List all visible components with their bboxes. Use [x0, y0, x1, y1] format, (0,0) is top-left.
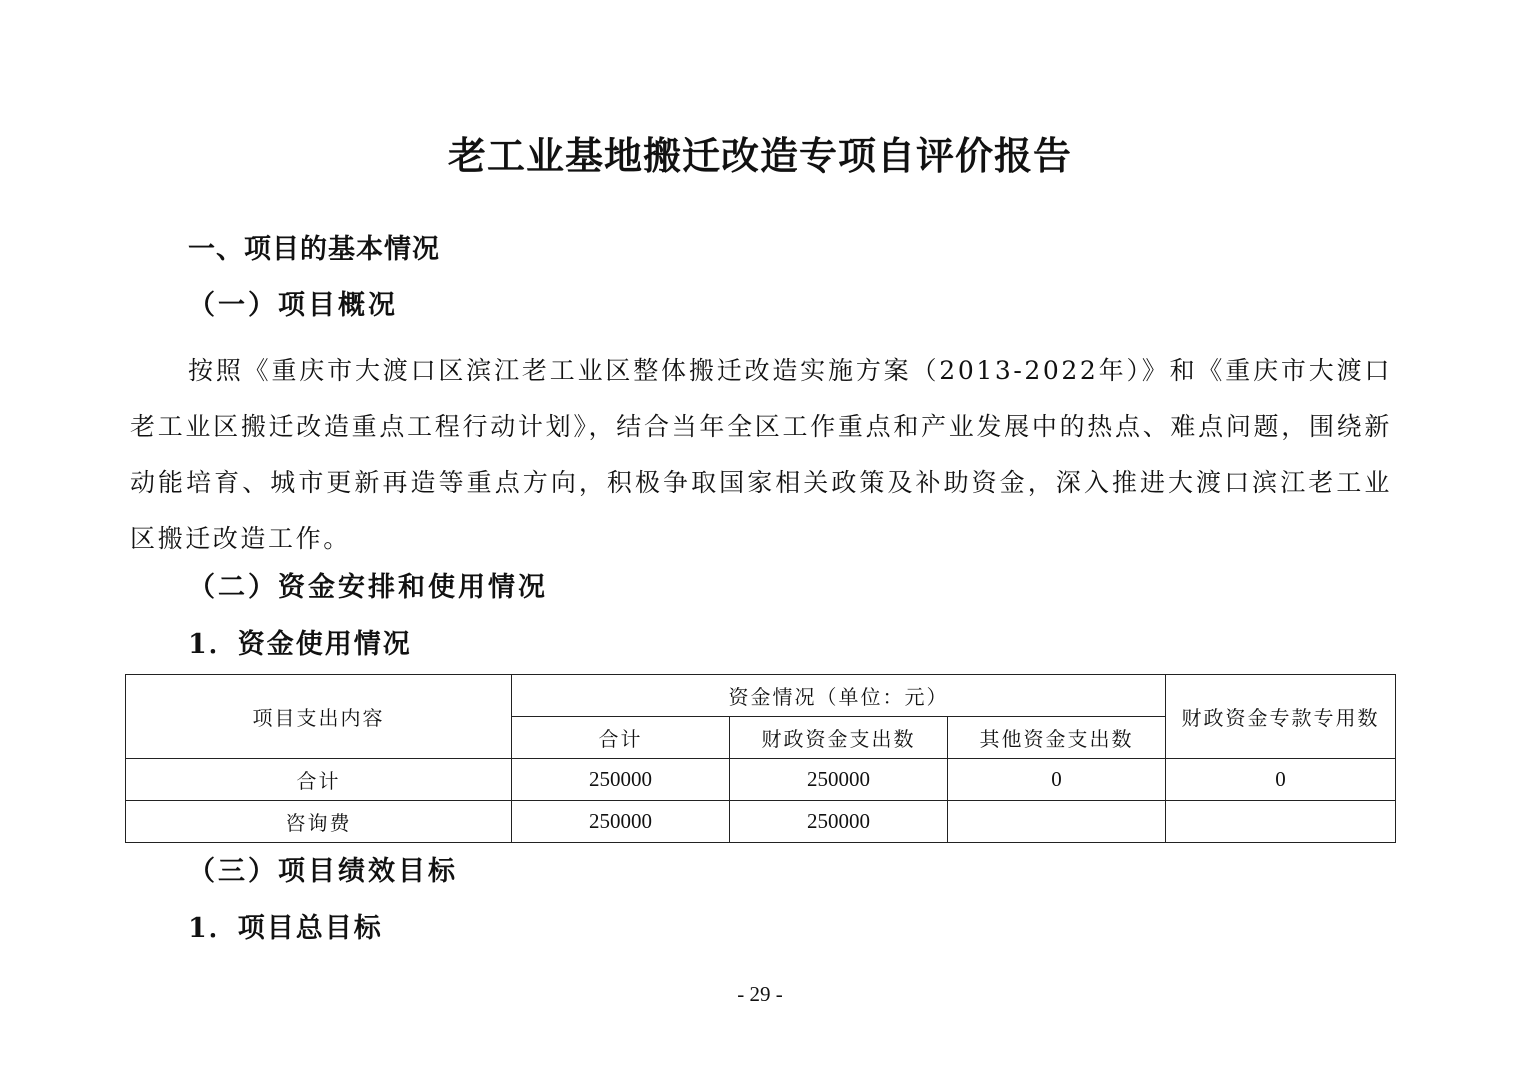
cell-special: 0 — [1166, 759, 1396, 801]
cell-fiscal: 250000 — [730, 801, 948, 843]
header-total: 合计 — [512, 717, 730, 759]
header-fund-status: 资金情况（单位：元） — [512, 675, 1166, 717]
cell-fiscal: 250000 — [730, 759, 948, 801]
cell-item: 咨询费 — [126, 801, 512, 843]
overall-goal-heading: 1．项目总目标 — [188, 913, 383, 944]
subsection-heading-overview: （一）项目概况 — [188, 290, 398, 321]
header-special-use: 财政资金专款专用数 — [1166, 675, 1396, 759]
funds-table — [125, 674, 1396, 843]
table-row — [126, 759, 1396, 801]
header-fiscal-spending: 财政资金支出数 — [730, 717, 948, 759]
cell-total: 250000 — [512, 801, 730, 843]
cell-other: 0 — [948, 759, 1166, 801]
table-header-row — [126, 675, 1396, 717]
subsection-heading-funds: （二）资金安排和使用情况 — [188, 572, 548, 603]
subsection-heading-performance: （三）项目绩效目标 — [188, 856, 458, 887]
table-row — [126, 801, 1396, 843]
page-number: - 29 - — [737, 982, 783, 1006]
cell-special — [1166, 801, 1396, 843]
cell-total: 250000 — [512, 759, 730, 801]
funds-usage-heading: 1．资金使用情况 — [188, 629, 412, 660]
header-other-spending: 其他资金支出数 — [948, 717, 1166, 759]
overview-paragraph: 按照《重庆市大渡口区滨江老工业区整体搬迁改造实施方案（2013-2022年）》和《重庆市大渡口老工业区搬迁改造重点工程行动计划》，结合当年全区工作重点和产业发展中的热点、难点问题，围绕新动能培育、城市更新再造等重点方向，积极争取国家相关政策及补助资金，深入推进大渡口滨江老工业区搬迁改造工作。 — [130, 356, 1392, 553]
header-expense-item: 项目支出内容 — [126, 675, 512, 759]
section-heading-basic-info: 一、项目的基本情况 — [188, 234, 440, 265]
cell-other — [948, 801, 1166, 843]
cell-item: 合计 — [126, 759, 512, 801]
report-title: 老工业基地搬迁改造专项自评价报告 — [447, 133, 1072, 178]
